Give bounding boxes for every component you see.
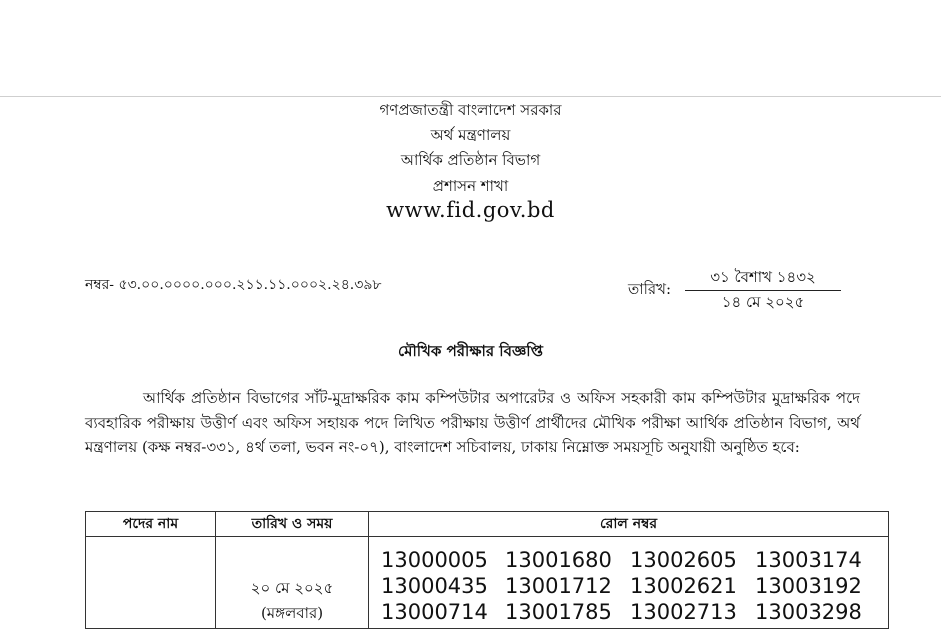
roll-number: 13003298 xyxy=(755,600,862,624)
roll-number: 13003174 xyxy=(755,548,862,572)
roll-number: 13000714 xyxy=(381,600,488,624)
roll-number: 13001785 xyxy=(505,600,612,624)
header-post: পদের নাম xyxy=(86,512,216,537)
header-roll-number: রোল নম্বর xyxy=(369,512,889,537)
notice-title: মৌখিক পরীক্ষার বিজ্ঞপ্তি xyxy=(398,342,543,360)
roll-number: 13002713 xyxy=(630,600,737,624)
roll-number: 13002605 xyxy=(630,548,737,572)
exam-date: ২০ মে ২০২৫ xyxy=(250,579,334,597)
roll-number: 13003192 xyxy=(755,574,862,598)
date-bangla: ৩১ বৈশাখ ১৪৩২ xyxy=(710,268,816,286)
branch-heading: প্রশাসন শাখা xyxy=(432,177,509,195)
memo-number: নম্বর- ৫৩.০০.০০০০.০০০.২১১.১১.০০০২.২৪.৩৯৮ xyxy=(85,277,382,293)
government-heading: গণপ্রজাতন্ত্রী বাংলাদেশ সরকার xyxy=(379,101,562,119)
table-header-row xyxy=(86,512,889,537)
roll-grid xyxy=(381,547,888,625)
roll-number: 13000435 xyxy=(381,574,488,598)
date-label: তারিখ: xyxy=(628,280,672,298)
roll-cell xyxy=(369,537,889,629)
blank-top-area xyxy=(0,0,941,96)
exam-day: (মঙ্গলবার) xyxy=(260,604,324,622)
roll-number: 13001680 xyxy=(505,548,612,572)
document-page xyxy=(0,97,941,630)
table-row xyxy=(86,537,889,629)
roll-number: 13001712 xyxy=(505,574,612,598)
ministry-heading: অর্থ মন্ত্রণালয় xyxy=(430,126,511,144)
website-link[interactable]: www.fid.gov.bd xyxy=(386,198,555,222)
header-date-time: তারিখ ও সময় xyxy=(216,512,369,537)
division-heading: আর্থিক প্রতিষ্ঠান বিভাগ xyxy=(400,151,541,169)
roll-number: 13002621 xyxy=(630,574,737,598)
notice-body: আর্থিক প্রতিষ্ঠান বিভাগের সাঁট-মুদ্রাক্ষরিক কাম কম্পিউটার অপারেটর ও অফিস সহকারী কাম কম্পিউটার মুদ্রাক্ষরিক পদে ব্যবহারিক পরীক্ষায় উত্তীর্ণ এবং অফিস সহায়ক পদে লিখিত পরীক্ষায় উত্তীর্ণ প্রার্থীদের মৌখিক পরীক্ষা আর্থিক প্রতিষ্ঠান বিভাগ, অর্থ মন্ত্রণালয় (কক্ষ নম্বর-৩৩১, ৪র্থ তলা, ভবন নং-০৭), বাংলাদেশ সচিবালয়, ঢাকায় নিম্নোক্ত সময়সূচি অনুযায়ী অনুষ্ঠিত হবে: xyxy=(85,389,860,456)
post-cell xyxy=(86,537,216,629)
date-gregorian: ১৪ মে ২০২৫ xyxy=(721,293,805,311)
schedule-table xyxy=(85,511,889,629)
date-cell xyxy=(216,537,369,629)
roll-number: 13000005 xyxy=(381,548,488,572)
